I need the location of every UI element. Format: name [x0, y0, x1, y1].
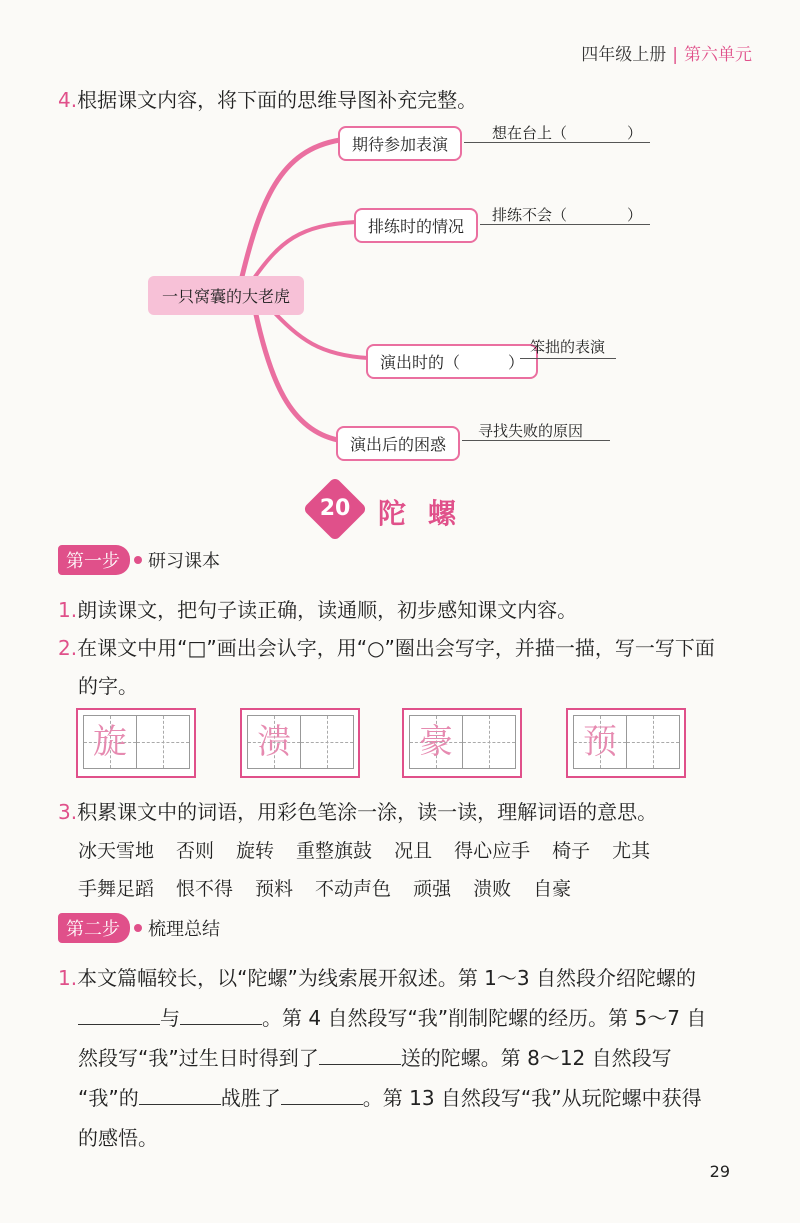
text-fragment: 。第 13 自然段写“我”从玩陀螺中获得 [362, 1086, 702, 1110]
item-number: 2. [58, 636, 78, 660]
mindmap-leaf-line-1 [464, 142, 650, 143]
fill-blank[interactable] [78, 1023, 160, 1025]
mindmap-leaf-4: 寻找失败的原因 [478, 422, 584, 440]
mindmap-node-4: 演出后的困惑 [336, 426, 460, 461]
item-number: 1. [58, 598, 78, 622]
mindmap-leaf-line-3 [520, 358, 616, 359]
word-item[interactable]: 得心应手 [454, 840, 531, 862]
trace-char: 溃 [257, 722, 291, 762]
step2-title: 梳理总结 [148, 919, 220, 940]
text-fragment: 。第 4 自然段写“我”削制陀螺的经历。第 5～7 自 [262, 1006, 707, 1030]
mindmap-node-3: 演出时的（ ） [366, 344, 538, 379]
step2-line-3 [78, 1042, 672, 1071]
text-fragment: “我”的 [78, 1086, 139, 1110]
mindmap-leaf-3: 笨拙的表演 [530, 338, 606, 356]
writing-grid-1[interactable] [76, 708, 196, 778]
fill-blank[interactable] [139, 1103, 221, 1105]
mindmap-node-1: 期待参加表演 [338, 126, 462, 161]
mindmap-root: 一只窝囊的大老虎 [148, 276, 304, 315]
step1-item-1 [58, 594, 577, 623]
step1-item-2-cont: 的字。 [78, 674, 138, 698]
step1-tag: 第一步 [58, 545, 130, 575]
step1-dot [134, 556, 142, 564]
word-item[interactable]: 顽强 [413, 878, 452, 900]
text-fragment: 送的陀螺。第 8～12 自然段写 [400, 1046, 672, 1070]
word-item[interactable]: 自豪 [533, 878, 572, 900]
page-number: 29 [709, 1162, 730, 1181]
word-item[interactable]: 况且 [394, 840, 433, 862]
trace-char: 豪 [419, 722, 453, 762]
item-text: 本文篇幅较长，以“陀螺”为线索展开叙述。第 1～3 自然段介绍陀螺的 [77, 966, 696, 990]
word-item[interactable]: 冰天雪地 [78, 840, 155, 862]
word-item[interactable]: 重整旗鼓 [296, 840, 373, 862]
mindmap-leaf-1: 想在台上（ ） [492, 124, 643, 142]
word-item[interactable]: 旋转 [236, 840, 275, 862]
q4-number: 4. [58, 88, 78, 112]
step1-header [58, 546, 220, 574]
item-number: 1. [58, 966, 78, 990]
mindmap-leaf-2: 排练不会（ ） [492, 206, 643, 224]
trace-char: 旋 [93, 722, 127, 762]
item-number: 3. [58, 800, 78, 824]
unit-label: 第六单元 [684, 45, 752, 65]
word-list-row-1 [78, 836, 672, 863]
text-fragment: 与 [160, 1006, 180, 1030]
lesson-title: 陀螺 [378, 497, 479, 530]
step2-line-2 [78, 1002, 706, 1031]
text-fragment: 然段写“我”过生日时得到了 [78, 1046, 319, 1070]
mindmap-leaf-line-4 [462, 440, 610, 441]
step2-header [58, 914, 220, 942]
fill-blank[interactable] [319, 1063, 401, 1065]
word-item[interactable]: 溃败 [473, 878, 512, 900]
step1-item-3 [58, 796, 657, 825]
trace-char: 预 [583, 722, 617, 762]
step2-line-5: 的感悟。 [78, 1126, 158, 1150]
word-item[interactable]: 预料 [255, 878, 294, 900]
grade-label: 四年级上册 [581, 45, 667, 65]
q4-text: 根据课文内容，将下面的思维导图补充完整。 [77, 88, 478, 112]
writing-grid-2[interactable] [240, 708, 360, 778]
word-item[interactable]: 手舞足蹈 [78, 878, 155, 900]
step2-line-1 [58, 962, 696, 991]
step2-tag: 第二步 [58, 913, 130, 943]
item-text: 在课文中用“□”画出会认字，用“○”圈出会写字，并描一描，写一写下面 [77, 636, 715, 660]
word-list-row-2 [78, 874, 593, 901]
step1-item-2 [58, 632, 715, 661]
word-item[interactable]: 尤其 [612, 840, 651, 862]
mindmap-leaf-line-2 [480, 224, 650, 225]
fill-blank[interactable] [281, 1103, 363, 1105]
step1-title: 研习课本 [148, 551, 220, 572]
mindmap-node-2: 排练时的情况 [354, 208, 478, 243]
lesson-number: 20 [319, 496, 351, 521]
step2-dot [134, 924, 142, 932]
word-item[interactable]: 椅子 [552, 840, 591, 862]
writing-grid-4[interactable] [566, 708, 686, 778]
word-item[interactable]: 恨不得 [176, 878, 234, 900]
item-text: 积累课文中的词语，用彩色笔涂一涂，读一读，理解词语的意思。 [77, 800, 658, 824]
word-item[interactable]: 否则 [176, 840, 215, 862]
step2-line-4 [78, 1082, 702, 1111]
text-fragment: 战胜了 [220, 1086, 281, 1110]
header-separator: | [672, 45, 678, 65]
item-text: 朗读课文，把句子读正确，读通顺，初步感知课文内容。 [77, 598, 578, 622]
fill-blank[interactable] [180, 1023, 262, 1025]
word-item[interactable]: 不动声色 [315, 878, 392, 900]
writing-grid-3[interactable] [402, 708, 522, 778]
